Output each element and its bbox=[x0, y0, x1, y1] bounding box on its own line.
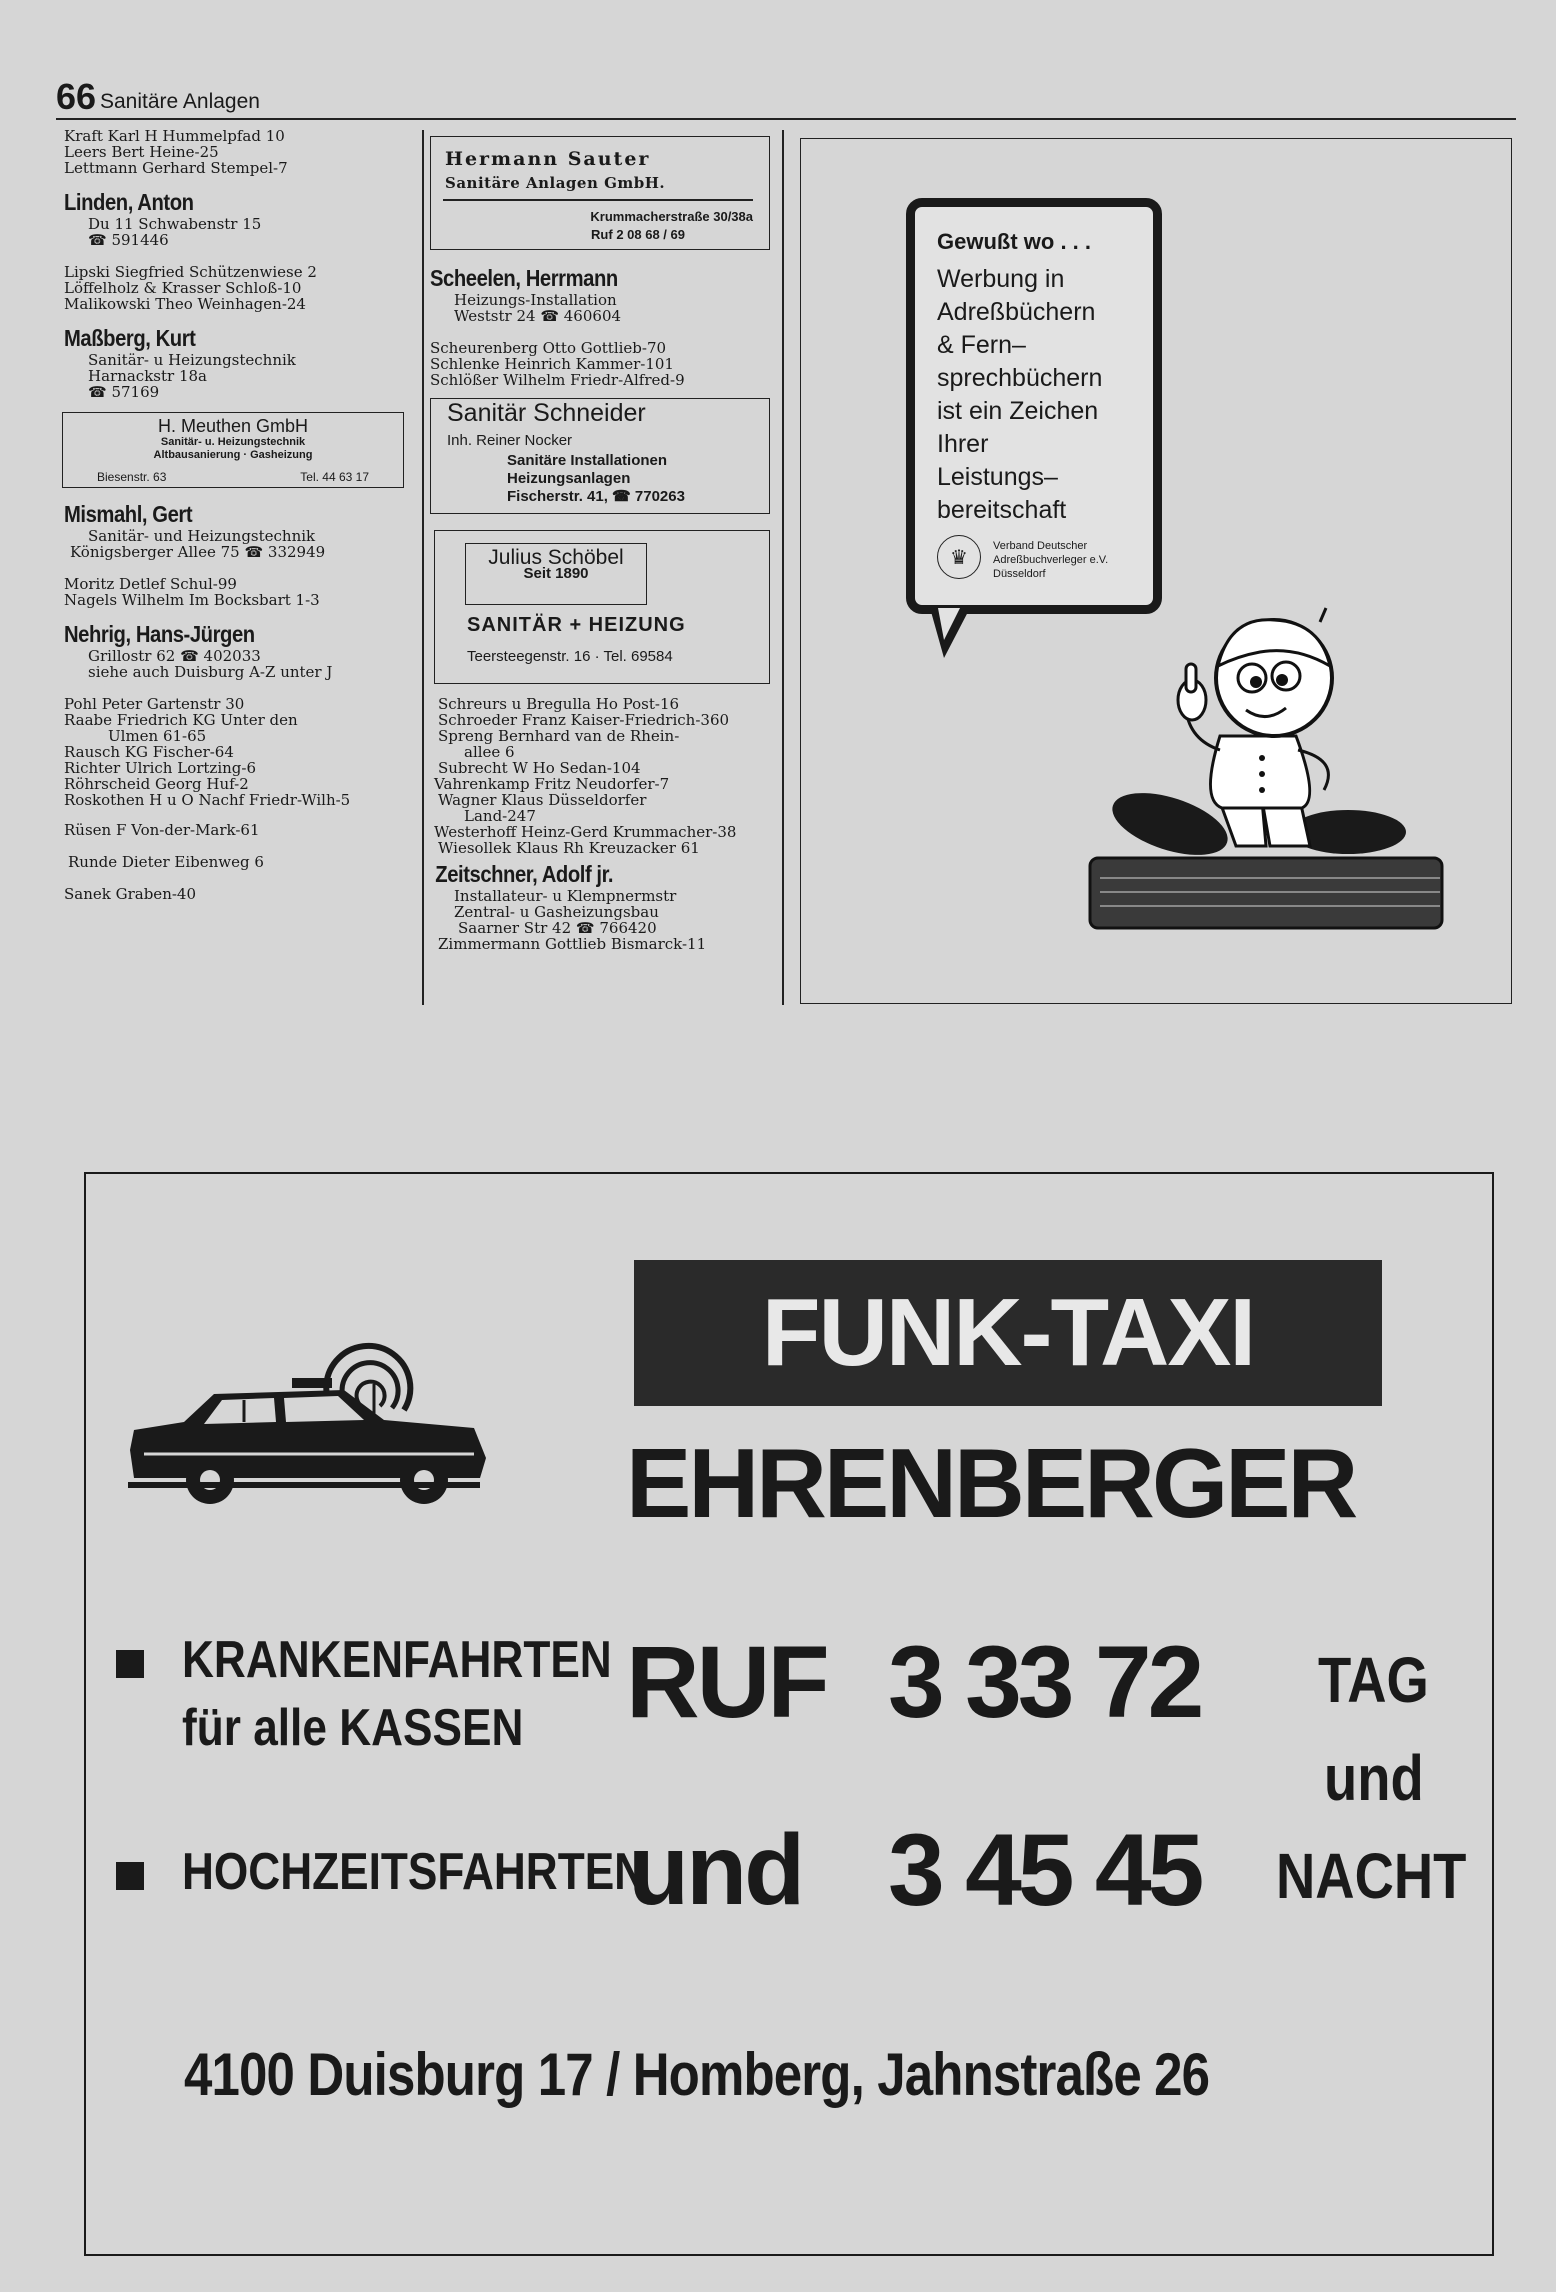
ad-trade: SANITÄR + HEIZUNG bbox=[467, 614, 686, 636]
listing-entry: Vahrenkamp Fritz Neudorfer-7 bbox=[434, 775, 670, 793]
taxi-company-name: EHRENBERGER bbox=[626, 1428, 1356, 1538]
taxi-und-label: und bbox=[1324, 1742, 1424, 1814]
ad-phone: Ruf 2 08 68 / 69 bbox=[591, 227, 685, 242]
listing-bold-name: Linden, Anton bbox=[64, 189, 194, 215]
listing-detail: Harnackstr 18a bbox=[88, 367, 207, 385]
schneider-ad bbox=[430, 398, 770, 514]
listing-detail: Königsberger Allee 75 ☎ 332949 bbox=[70, 543, 326, 561]
listing-entry: Leers Bert Heine-25 bbox=[64, 143, 219, 161]
listing-bold-name: Nehrig, Hans-Jürgen bbox=[64, 621, 255, 647]
listing-entry: Löffelholz & Krasser Schloß-10 bbox=[64, 279, 302, 297]
page-number: 66 bbox=[56, 76, 97, 117]
ad-rule bbox=[443, 199, 753, 201]
ad-company-name: Hermann Sauter bbox=[445, 148, 651, 170]
ad-name-box bbox=[465, 543, 647, 605]
speech-bubble bbox=[906, 198, 1162, 614]
listing-entry: Schreurs u Bregulla Ho Post-16 bbox=[438, 695, 680, 713]
ad-street: Biesenstr. 63 bbox=[97, 470, 167, 484]
listing-entry: Rüsen F Von-der-Mark-61 bbox=[64, 821, 260, 839]
column-divider bbox=[422, 130, 424, 1005]
taxi-und-connector: und bbox=[628, 1814, 803, 1926]
listing-entry: Schroeder Franz Kaiser-Friedrich-360 bbox=[438, 711, 730, 729]
listing-detail: Grillostr 62 ☎ 402033 bbox=[88, 647, 261, 665]
listing-bold-name: Zeitschner, Adolf jr. bbox=[435, 861, 614, 887]
verband-line: Adreßbuchverleger e.V. bbox=[993, 554, 1109, 566]
listing-detail: Sanitär- u Heizungstechnik bbox=[88, 351, 296, 369]
section-title: Sanitäre Anlagen bbox=[100, 90, 260, 113]
listing-entry: Spreng Bernhard van de Rhein- bbox=[438, 727, 680, 745]
listing-entry: Schlenke Heinrich Kammer-101 bbox=[430, 355, 674, 373]
column-divider bbox=[782, 130, 784, 1005]
listing-entry: Westerhoff Heinz-Gerd Krummacher-38 bbox=[434, 823, 737, 841]
ad-company-name: Sanitär Schneider bbox=[447, 399, 646, 427]
listing-entry: Nagels Wilhelm Im Bocksbart 1-3 bbox=[64, 591, 320, 609]
promo-line: ist ein Zeichen bbox=[937, 397, 1099, 425]
taxi-service-1: KRANKENFAHRTEN bbox=[182, 1631, 612, 1689]
taxi-car-icon bbox=[124, 1330, 504, 1530]
sauter-ad bbox=[430, 136, 770, 250]
promo-title: Gewußt wo . . . bbox=[937, 229, 1091, 254]
taxi-service-1-note: für alle KASSEN bbox=[182, 1699, 524, 1757]
ad-line: Sanitär- u. Heizungstechnik bbox=[160, 436, 306, 448]
ad-address: Krummacherstraße 30/38a bbox=[590, 209, 753, 224]
listing-detail: ☎ 591446 bbox=[88, 231, 169, 249]
promo-line: & Fern– bbox=[937, 331, 1026, 359]
listing-entry: Röhrscheid Georg Huf-2 bbox=[64, 775, 249, 793]
verband-line: Verband Deutscher bbox=[993, 540, 1088, 552]
ad-subtitle: Sanitäre Anlagen GmbH. bbox=[445, 174, 666, 192]
listing-detail: ☎ 57169 bbox=[88, 383, 160, 401]
listing-entry: Malikowski Theo Weinhagen-24 bbox=[64, 295, 306, 313]
ad-phone: Tel. 44 63 17 bbox=[300, 470, 369, 484]
taxi-phone-night: 3 45 45 bbox=[888, 1813, 1201, 1927]
taxi-phone-day: 3 33 72 bbox=[888, 1625, 1201, 1739]
listing-column-1 bbox=[64, 128, 416, 902]
promo-line: Leistungs– bbox=[937, 463, 1058, 491]
listing-entry: Roskothen H u O Nachf Friedr-Wilh-5 bbox=[64, 791, 351, 809]
promo-line: Adreßbüchern bbox=[937, 298, 1096, 326]
ad-address: Fischerstr. 41, ☎ 770263 bbox=[507, 488, 685, 505]
listing-detail: Saarner Str 42 ☎ 766420 bbox=[458, 919, 657, 937]
taxi-ruf-label: RUF bbox=[626, 1625, 827, 1739]
bullet-square-icon bbox=[116, 1650, 144, 1678]
listing-entry: Zimmermann Gottlieb Bismarck-11 bbox=[438, 935, 707, 953]
ad-owner: Inh. Reiner Nocker bbox=[447, 432, 573, 449]
bullet-square-icon bbox=[116, 1862, 144, 1890]
listing-entry: Richter Ulrich Lortzing-6 bbox=[64, 759, 256, 777]
listing-entry: Ulmen 61-65 bbox=[108, 727, 207, 745]
taxi-tag-label: TAG bbox=[1318, 1644, 1429, 1716]
promo-line: sprechbüchern bbox=[937, 364, 1103, 392]
listing-detail: Du 11 Schwabenstr 15 bbox=[88, 215, 262, 233]
taxi-address: 4100 Duisburg 17 / Homberg, Jahnstraße 26 bbox=[184, 2041, 1210, 2108]
mascot-illustration bbox=[900, 560, 1520, 950]
meuthen-ad bbox=[62, 412, 404, 488]
listing-bold-name: Mismahl, Gert bbox=[64, 501, 193, 527]
listing-entry: Moritz Detlef Schul-99 bbox=[64, 575, 237, 593]
ad-company-name: H. Meuthen GmbH bbox=[157, 416, 309, 436]
taxi-nacht-label: NACHT bbox=[1276, 1840, 1467, 1912]
listing-detail: Sanitär- und Heizungstechnik bbox=[88, 527, 316, 545]
listing-entry: Subrecht W Ho Sedan-104 bbox=[438, 759, 641, 777]
listing-bold-name: Maßberg, Kurt bbox=[64, 325, 196, 351]
ad-line: Altbausanierung · Gasheizung bbox=[153, 449, 313, 461]
listing-detail: Heizungs-Installation bbox=[454, 291, 617, 309]
listing-entry: Kraft Karl H Hummelpfad 10 bbox=[64, 127, 285, 145]
ad-since: Seit 1890 bbox=[523, 565, 589, 582]
listing-entry: Land-247 bbox=[464, 807, 536, 825]
listing-entry: Rausch KG Fischer-64 bbox=[64, 743, 234, 761]
listing-entry: Schlößer Wilhelm Friedr-Alfred-9 bbox=[430, 371, 685, 389]
promo-line: Werbung in bbox=[937, 265, 1065, 293]
taxi-service-2: HOCHZEITSFAHRTEN bbox=[182, 1843, 647, 1901]
listing-entry: Wiesollek Klaus Rh Kreuzacker 61 bbox=[438, 839, 700, 857]
ad-address: Teersteegenstr. 16 · Tel. 69584 bbox=[467, 648, 673, 665]
promo-line: Ihrer bbox=[937, 430, 989, 458]
listing-detail: Zentral- u Gasheizungsbau bbox=[454, 903, 659, 921]
ad-line: Sanitäre Installationen bbox=[507, 452, 668, 469]
taxi-banner: FUNK-TAXI bbox=[634, 1260, 1382, 1406]
listing-entry: Lipski Siegfried Schützenwiese 2 bbox=[64, 263, 317, 281]
listing-detail: Weststr 24 ☎ 460604 bbox=[454, 307, 622, 325]
promo-line: bereitschaft bbox=[937, 496, 1067, 524]
verband-seal-icon: ♛ bbox=[937, 535, 981, 579]
listing-detail: siehe auch Duisburg A-Z unter J bbox=[88, 663, 333, 681]
ad-company-name: Julius Schöbel bbox=[488, 546, 624, 569]
ad-line: Heizungsanlagen bbox=[507, 470, 631, 487]
listing-entry: Raabe Friedrich KG Unter den bbox=[64, 711, 298, 729]
schoebel-ad bbox=[434, 530, 770, 684]
listing-detail: Installateur- u Klempnermstr bbox=[454, 887, 677, 905]
listing-entry: allee 6 bbox=[464, 743, 515, 761]
promo-text bbox=[937, 263, 1102, 527]
header-rule bbox=[56, 118, 1516, 120]
listing-entry: Wagner Klaus Düsseldorfer bbox=[438, 791, 647, 809]
listing-entry: Scheurenberg Otto Gottlieb-70 bbox=[430, 339, 667, 357]
listing-bold-name: Scheelen, Herrmann bbox=[430, 265, 618, 291]
verband-line: Düsseldorf bbox=[993, 568, 1046, 580]
listing-entry: Pohl Peter Gartenstr 30 bbox=[64, 695, 245, 713]
listing-entry: Lettmann Gerhard Stempel-7 bbox=[64, 159, 288, 177]
listing-column-2 bbox=[430, 136, 774, 952]
listing-entry: Sanek Graben-40 bbox=[64, 885, 197, 903]
listing-entry: Runde Dieter Eibenweg 6 bbox=[68, 853, 264, 871]
